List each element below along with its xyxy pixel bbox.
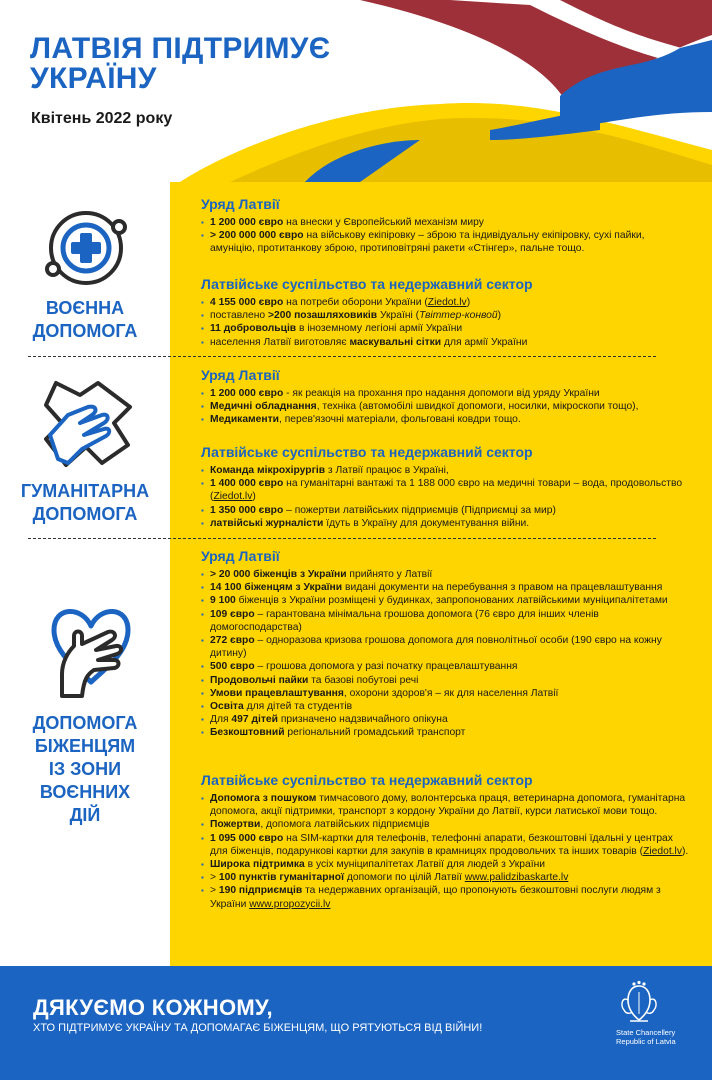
- list-item: ▪ Пожертви, допомога латвійських підприємців: [201, 818, 691, 831]
- list-item: ▪ > 200 000 000 євро на військову екіпіровку – зброю та індивідуальну екіпіровку, сухі пайки, амуніцію, протитанкову зброю, протиповітряні ракети «Стінгер», пальне тощо.: [201, 229, 691, 255]
- list-item: ▪ 109 євро – гарантована мінімальна грошова допомога (76 євро для інших членів домогосподарства): [201, 608, 691, 634]
- heart-hand-icon: [48, 600, 134, 698]
- humanitarian-gov-section: [201, 367, 691, 427]
- list-item: ▪ Медичні обладнання, техніка (автомобілі швидкої допомоги, носилки, мікроскопи тощо),: [201, 400, 691, 413]
- ziedot-link[interactable]: Ziedot.lv: [643, 845, 682, 857]
- list-item: ▪ 4 155 000 євро на потреби оборони України (Ziedot.lv): [201, 296, 691, 309]
- item-list: [201, 216, 691, 256]
- list-item: ▪ 14 100 біженцям з України видані документи на перебування з правом на працевлаштування: [201, 581, 691, 594]
- list-item: ▪ латвійські журналісти їдуть в Україну для документування війни.: [201, 517, 691, 530]
- shield-plus-icon: [40, 205, 132, 291]
- list-item: ▪ Допомога з пошуком тимчасового дому, волонтерська праця, ветеринарна допомога, гуманітарна допомога, акції підтримки, транспорт з кордону України до Латвії, курси латиської мови тощо.: [201, 792, 691, 818]
- category-label-line: ДІЙ: [69, 805, 101, 825]
- category-label-line: ГУМАНІТАРНА: [20, 481, 150, 501]
- list-item: ▪ 500 євро – грошова допомога у разі початку працевлаштування: [201, 660, 691, 673]
- thanks-title: ДЯКУЄМО КОЖНОМУ,: [33, 995, 273, 1020]
- thanks-subtitle: ХТО ПІДТРИМУЄ УКРАЇНУ ТА ДОПОМАГАЄ БІЖЕНЦЯМ, ЩО РЯТУЮТЬСЯ ВІД ВІЙНИ!: [33, 1022, 483, 1034]
- item-list: [201, 296, 691, 349]
- org-line: State Chancellery: [616, 1028, 676, 1037]
- section-divider: [28, 356, 656, 357]
- list-item: ▪ 1 095 000 євро на SIM-картки для телефонів, телефонні апарати, безкоштовні їдальні у центрах для біженців, подарункові картки для закупів в крамницях продовольчих та інших товарів (Ziedot.lv).: [201, 832, 691, 858]
- section-heading: Уряд Латвії: [201, 548, 280, 564]
- list-item: ▪ > 190 підприємців та недержавних організацій, що пропонують безкоштовні послуги людям з України www.propozycii.lv: [201, 884, 691, 910]
- category-label-line: ДОПОМОГА: [32, 504, 138, 524]
- category-label-line: БІЖЕНЦЯМ: [34, 736, 136, 756]
- refugees-society-section: [201, 772, 691, 911]
- footer-banner: [0, 966, 712, 1080]
- list-item: ▪ 1 200 000 євро - як реакція на прохання про надання допомоги від уряду України: [201, 387, 691, 400]
- section-heading: Латвійське суспільство та недержавний сектор: [201, 772, 533, 788]
- org-line: Republic of Latvia: [616, 1037, 676, 1046]
- section-heading: Латвійське суспільство та недержавний сектор: [201, 276, 533, 292]
- item-list: [201, 568, 691, 740]
- category-label-line: ДОПОМОГА: [32, 321, 138, 341]
- category-humanitarian: [10, 480, 160, 526]
- section-heading: Уряд Латвії: [201, 367, 280, 383]
- category-refugees: [10, 712, 160, 827]
- page-title: [30, 34, 330, 94]
- palidzibaskarte-link[interactable]: www.palidzibaskarte.lv: [464, 872, 569, 884]
- category-label-line: ВОЄННА: [45, 298, 125, 318]
- humanitarian-society-section: [201, 444, 691, 530]
- list-item: ▪ 1 200 000 євро на внески у Європейський механізм миру: [201, 216, 691, 229]
- list-item: ▪ Медикаменти, перев'язочні матеріали, фольговані ковдри тощо.: [201, 413, 691, 426]
- list-item: ▪ 272 євро – одноразова кризова грошова допомога для повнолітньої особи (190 євро на кожну дитину): [201, 634, 691, 660]
- title-line-2: УКРАЇНУ: [30, 62, 157, 95]
- list-item: ▪ Продовольчі пайки та базові побутові речі: [201, 674, 691, 687]
- list-item: ▪ Команда мікрохірургів з Латвії працює в Україні,: [201, 464, 691, 477]
- helping-hand-icon: [40, 375, 136, 471]
- list-item: ▪ 1 400 000 євро на гуманітарні вантажі та 1 188 000 євро на медичні товари – вода, продовольство (Ziedot.lv): [201, 477, 691, 503]
- military-gov-section: [201, 196, 691, 256]
- org-name: [616, 1028, 676, 1046]
- ziedot-link[interactable]: Ziedot.lv: [427, 297, 467, 308]
- title-line-1: ЛАТВІЯ ПІДТРИМУЄ: [30, 32, 331, 65]
- category-military: [10, 297, 160, 343]
- list-item: ▪ Широка підтримка в усіх муніципалітетах Латвії для людей з України: [201, 858, 691, 871]
- list-item: ▪ Умови працевлаштування, охорони здоров'я – як для населення Латвії: [201, 687, 691, 700]
- list-item: ▪ Освіта для дітей та студентів: [201, 700, 691, 713]
- propozycii-link[interactable]: www.propozycii.lv: [249, 898, 331, 910]
- date-subtitle: Квітень 2022 року: [31, 110, 173, 127]
- category-label-line: ІЗ ЗОНИ: [48, 759, 122, 779]
- section-heading: Уряд Латвії: [201, 196, 280, 212]
- category-label-line: ВОЄННИХ: [39, 782, 131, 802]
- section-heading: Латвійське суспільство та недержавний сектор: [201, 444, 533, 460]
- list-item: ▪ 9 100 біженців з України розміщені у будинках, запропонованих латвійськими муніципалітетами: [201, 594, 691, 607]
- list-item: ▪ 11 добровольців в іноземному легіоні армії України: [201, 322, 691, 335]
- item-list: [201, 464, 691, 530]
- item-list: [201, 387, 691, 427]
- list-item: ▪ > 20 000 біженців з України прийнято у Латвії: [201, 568, 691, 581]
- category-label-line: ДОПОМОГА: [32, 713, 138, 733]
- coat-of-arms-icon: [616, 980, 662, 1026]
- refugees-gov-section: [201, 548, 691, 740]
- ziedot-link[interactable]: Ziedot.lv: [213, 491, 253, 503]
- flag-ribbon: [0, 0, 712, 190]
- list-item: ▪ Безкоштовний регіональний громадський транспорт: [201, 726, 691, 739]
- list-item: ▪ 1 350 000 євро – пожертви латвійських підприємців (Підприємці за мир): [201, 504, 691, 517]
- military-society-section: [201, 276, 691, 349]
- section-divider: [28, 538, 656, 539]
- list-item: ▪ > 100 пунктів гуманітарної допомоги по цілій Латвії www.palidzibaskarte.lv: [201, 871, 691, 884]
- item-list: [201, 792, 691, 911]
- list-item: ▪ поставлено >200 позашляховиків Україні (Твіттер-конвой): [201, 309, 691, 322]
- list-item: ▪ населення Латвії виготовляє маскувальні сітки для армії України: [201, 336, 691, 349]
- list-item: ▪ Для 497 дітей призначено надзвичайного опікуна: [201, 713, 691, 726]
